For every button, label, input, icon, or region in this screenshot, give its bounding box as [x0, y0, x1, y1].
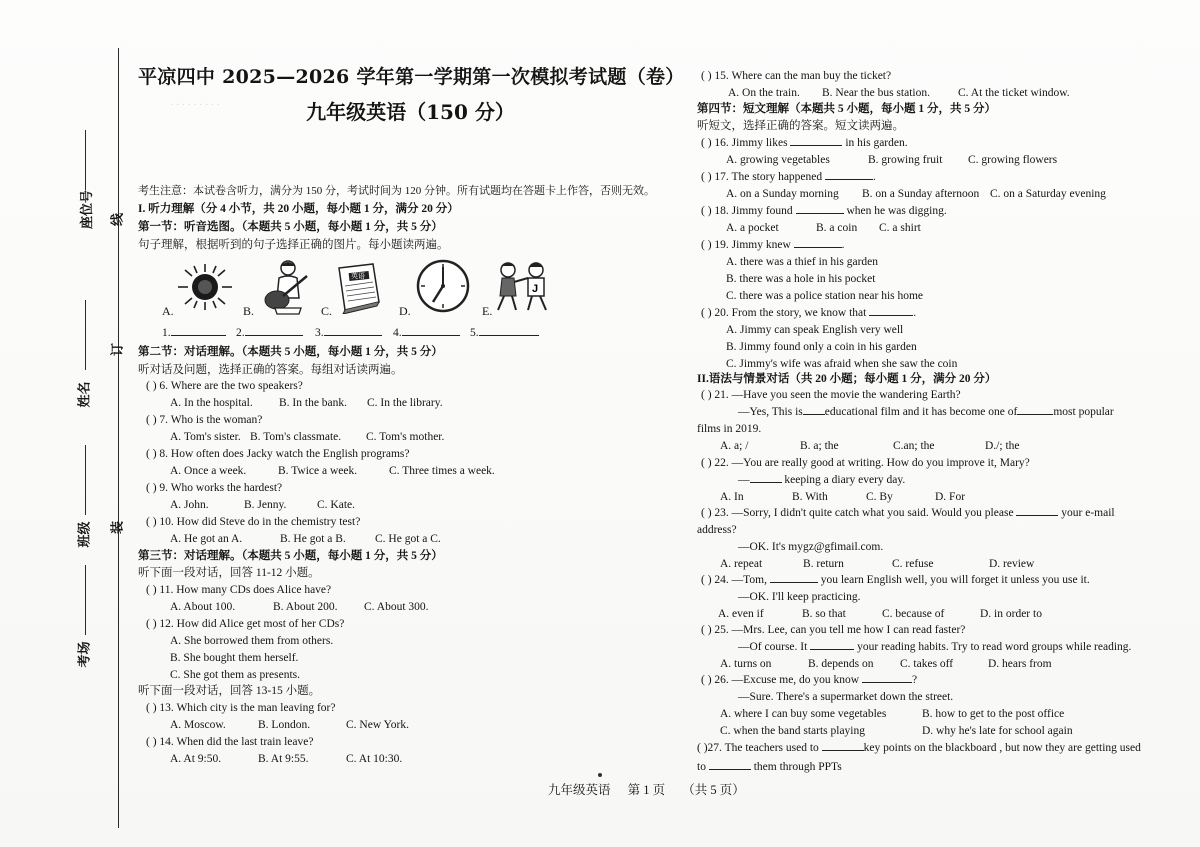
q7-option-b[interactable]: B. Tom's classmate. — [250, 431, 342, 443]
section2-heading: 第二节：对话理解。（本题共 5 小题，每小题 1 分，共 5 分） — [138, 346, 443, 358]
q16-option-b[interactable]: B. growing fruit — [868, 154, 943, 166]
q20-option-c[interactable]: C. Jimmy's wife was afraid when she saw the coin — [726, 358, 958, 370]
q24-option-d[interactable]: D. in order to — [980, 608, 1042, 620]
q18-option-a[interactable]: A. a pocket — [726, 222, 779, 234]
q23-option-d[interactable]: D. review — [989, 558, 1035, 570]
question-6: ( ) 6. Where are the two speakers? — [146, 380, 303, 392]
name-field[interactable] — [85, 300, 86, 370]
answer-blank-5[interactable]: 5. — [470, 326, 539, 340]
q19-option-c[interactable]: C. there was a police station near his home — [726, 290, 924, 302]
svg-text:J: J — [532, 283, 539, 295]
q8-option-a[interactable]: A. Once a week. — [170, 465, 247, 477]
question-17: ( ) 17. The story happened . — [701, 171, 876, 183]
exam-title: 平凉四中 2025—2026 学年第一学期第一次模拟考试题（卷） — [138, 66, 685, 88]
exam-subtitle: 九年级英语（150 分） — [306, 100, 515, 124]
question-19: ( ) 19. Jimmy knew . — [701, 239, 845, 251]
q19-option-a[interactable]: A. there was a thief in his garden — [726, 256, 879, 268]
english-book-icon — [333, 262, 403, 320]
name-label: 姓名 — [76, 381, 92, 408]
q14-option-b[interactable]: B. At 9:55. — [258, 753, 309, 765]
section1-instruction: 句子理解，根据听到的句子选择正确的图片。每小题读两遍。 — [138, 239, 449, 251]
q6-option-b[interactable]: B. In the bank. — [279, 397, 348, 409]
footer-total: （共 5 页） — [682, 783, 745, 797]
grammar-heading: II.语法与情景对话（共 20 小题；每小题 1 分，满分 20 分） — [697, 373, 997, 385]
q17-option-c[interactable]: C. on a Saturday evening — [990, 188, 1106, 200]
sun-icon — [170, 262, 240, 320]
clock-icon — [415, 258, 485, 316]
guitar-player-icon — [255, 258, 325, 316]
q15-option-c[interactable]: C. At the ticket window. — [958, 87, 1070, 99]
question-11: ( ) 11. How many CDs does Alice have? — [146, 584, 332, 596]
question-8: ( ) 8. How often does Jacky watch the English programs? — [146, 448, 410, 460]
q26-option-c[interactable]: C. when the band starts playing — [720, 725, 866, 737]
q15-option-a[interactable]: A. On the train. — [728, 87, 800, 99]
question-21-line3: films in 2019. — [697, 423, 762, 435]
q23-option-a[interactable]: A. repeat — [720, 558, 763, 570]
q21-option-d[interactable]: D./; the — [985, 440, 1020, 452]
question-26-line2: —Sure. There's a supermarket down the street. — [738, 691, 954, 703]
exam-room-label: 考场 — [76, 641, 92, 668]
binding-sidebar — [0, 0, 128, 847]
q14-option-a[interactable]: A. At 9:50. — [170, 753, 222, 765]
q23-option-b[interactable]: B. return — [803, 558, 844, 570]
q14-option-c[interactable]: C. At 10:30. — [346, 753, 403, 765]
q25-option-b[interactable]: B. depends on — [808, 658, 874, 670]
picture-label-e: E. — [482, 304, 493, 318]
question-27-line2: to them through PPTs — [697, 761, 842, 773]
question-18: ( ) 18. Jimmy found when he was digging. — [701, 205, 947, 217]
q19-option-b[interactable]: B. there was a hole in his pocket — [726, 273, 876, 285]
seat-number-label: 座位号 — [79, 189, 95, 230]
q7-option-a[interactable]: A. Tom's sister. — [170, 431, 241, 443]
q26-option-d[interactable]: D. why he's late for school again — [922, 725, 1073, 737]
q6-option-a[interactable]: A. In the hospital. — [170, 397, 253, 409]
question-27: ( )27. The teachers used to key points on the blackboard , but now they are getting used — [697, 742, 1141, 754]
question-21-line2: —Yes, This is educational film and it has become one of most popular — [738, 406, 1114, 418]
question-21: ( ) 21. —Have you seen the movie the wandering Earth? — [701, 389, 961, 401]
page-dot — [598, 773, 602, 777]
q16-option-c[interactable]: C. growing flowers — [968, 154, 1058, 166]
binding-mark-zhuang: 装 — [109, 521, 125, 535]
question-22-line2: — keeping a diary every day. — [738, 474, 906, 486]
q15-option-b[interactable]: B. Near the bus station. — [822, 87, 930, 99]
q21-option-a[interactable]: A. a; / — [720, 440, 749, 452]
question-16: ( ) 16. Jimmy likes in his garden. — [701, 137, 908, 149]
q16-option-a[interactable]: A. growing vegetables — [726, 154, 830, 166]
q11-option-a[interactable]: A. About 100. — [170, 601, 236, 613]
q21-option-c[interactable]: C.an; the — [893, 440, 935, 452]
class-label: 班级 — [76, 521, 92, 548]
picture-label-d: D. — [399, 304, 411, 318]
question-13: ( ) 13. Which city is the man leaving for? — [146, 702, 336, 714]
q11-option-c[interactable]: C. About 300. — [364, 601, 429, 613]
section1-heading: 第一节：听音选图。（本题共 5 小题，每小题 1 分，共 5 分） — [138, 221, 443, 233]
q8-option-b[interactable]: B. Twice a week. — [278, 465, 358, 477]
q13-option-b[interactable]: B. London. — [258, 719, 311, 731]
binding-mark-ding: 订 — [109, 343, 125, 357]
section3-intro-1: 听下面一段对话，回答 11-12 小题。 — [138, 567, 320, 579]
question-24: ( ) 24. —Tom, you learn English well, you will forget it unless you use it. — [701, 574, 1090, 586]
q23-option-c[interactable]: C. refuse — [892, 558, 934, 570]
q8-option-c[interactable]: C. Three times a week. — [389, 465, 495, 477]
book-cover-label: 英语 — [351, 272, 365, 280]
q12-option-b[interactable]: B. She bought them herself. — [170, 652, 299, 664]
seat-number-field[interactable] — [85, 130, 86, 190]
q10-option-c[interactable]: C. He got a C. — [375, 533, 441, 545]
binding-line — [118, 48, 119, 828]
exam-notice: 考生注意：本试卷含听力，满分为 150 分，考试时间为 120 分钟。所有试题均在答题卡上作答，否则无效。 — [138, 185, 655, 197]
footer-subject: 九年级英语 — [548, 783, 611, 797]
question-15: ( ) 15. Where can the man buy the ticket? — [701, 70, 892, 82]
q25-option-d[interactable]: D. hears from — [988, 658, 1052, 670]
q24-option-b[interactable]: B. so that — [802, 608, 846, 620]
picture-label-b: B. — [243, 304, 255, 318]
question-24-line2: —OK. I'll keep practicing. — [738, 591, 861, 603]
q10-option-b[interactable]: B. He got a B. — [280, 533, 346, 545]
q18-option-b[interactable]: B. a coin — [816, 222, 858, 234]
q25-option-c[interactable]: C. takes off — [900, 658, 954, 670]
q7-option-c[interactable]: C. Tom's mother. — [366, 431, 445, 443]
q12-option-a[interactable]: A. She borrowed them from others. — [170, 635, 334, 647]
q22-option-a[interactable]: A. In — [720, 491, 744, 503]
question-23-line3: —OK. It's mygz@gfimail.com. — [738, 541, 884, 553]
question-20: ( ) 20. From the story, we know that . — [701, 307, 917, 319]
answer-blank-1[interactable]: 1. — [162, 326, 226, 340]
q24-option-c[interactable]: C. because of — [882, 608, 945, 620]
question-9: ( ) 9. Who works the hardest? — [146, 482, 283, 494]
q20-option-a[interactable]: A. Jimmy can speak English very well — [726, 324, 904, 336]
q13-option-c[interactable]: C. New York. — [346, 719, 409, 731]
question-10: ( ) 10. How did Steve do in the chemistry test? — [146, 516, 361, 528]
picture-label-c: C. — [321, 304, 333, 318]
q24-option-a[interactable]: A. even if — [718, 608, 764, 620]
q6-option-c[interactable]: C. In the library. — [367, 397, 443, 409]
answer-blank-2[interactable]: 2. — [236, 326, 303, 340]
footer-page: 第 1 页 — [627, 783, 666, 797]
picture-label-a: A. — [162, 304, 174, 318]
q26-option-b[interactable]: B. how to get to the post office — [922, 708, 1065, 720]
section4-heading: 第四节：短文理解（本题共 5 小题，每小题 1 分，共 5 分） — [697, 103, 996, 115]
dancing-kids-icon — [488, 260, 558, 318]
q9-option-a[interactable]: A. John. — [170, 499, 209, 511]
section2-instruction: 听对话及问题，选择正确的答案。每组对话读两遍。 — [138, 364, 403, 376]
question-26: ( ) 26. —Excuse me, do you know ? — [701, 674, 918, 686]
section3-heading: 第三节：对话理解。（本题共 5 小题，每小题 1 分，共 5 分） — [138, 550, 443, 562]
class-field[interactable] — [85, 445, 86, 515]
question-25-line2: —Of course. It your reading habits. Try to read word groups while reading. — [738, 641, 1132, 653]
q18-option-c[interactable]: C. a shirt — [879, 222, 921, 234]
answer-blank-4[interactable]: 4. — [393, 326, 460, 340]
q17-option-a[interactable]: A. on a Sunday morning — [726, 188, 839, 200]
question-22: ( ) 22. —You are really good at writing. How do you improve it, Mary? — [701, 457, 1030, 469]
q22-option-d[interactable]: D. For — [935, 491, 966, 503]
listening-heading: I. 听力理解（分 4 小节，共 20 小题，每小题 1 分，满分 20 分） — [138, 203, 459, 215]
section3-intro-2: 听下面一段对话，回答 13-15 小题。 — [138, 685, 321, 697]
question-23-line2: address? — [697, 524, 737, 536]
q25-option-a[interactable]: A. turns on — [720, 658, 772, 670]
q21-option-b[interactable]: B. a; the — [800, 440, 839, 452]
exam-room-field[interactable] — [85, 565, 86, 635]
q12-option-c[interactable]: C. She got them as presents. — [170, 669, 300, 681]
q20-option-b[interactable]: B. Jimmy found only a coin in his garden — [726, 341, 917, 353]
question-25: ( ) 25. —Mrs. Lee, can you tell me how I can read faster? — [701, 624, 966, 636]
q26-option-a[interactable]: A. where I can buy some vegetables — [720, 708, 887, 720]
q9-option-b[interactable]: B. Jenny. — [244, 499, 287, 511]
question-14: ( ) 14. When did the last train leave? — [146, 736, 314, 748]
q11-option-b[interactable]: B. About 200. — [273, 601, 338, 613]
question-7: ( ) 7. Who is the woman? — [146, 414, 263, 426]
question-23: ( ) 23. —Sorry, I didn't quite catch what you said. Would you please your e-mail — [701, 507, 1115, 519]
q22-option-c[interactable]: C. By — [866, 491, 893, 503]
question-12: ( ) 12. How did Alice get most of her CDs? — [146, 618, 345, 630]
binding-mark-xian: 线 — [109, 213, 125, 227]
q10-option-a[interactable]: A. He got an A. — [170, 533, 243, 545]
answer-blank-3[interactable]: 3. — [315, 326, 382, 340]
q9-option-c[interactable]: C. Kate. — [317, 499, 356, 511]
page-footer — [548, 780, 759, 798]
bleed-through-text: · · · · · · · · · — [170, 100, 220, 111]
q17-option-b[interactable]: B. on a Sunday afternoon — [862, 188, 980, 200]
section4-instruction: 听短文，选择正确的答案。短文读两遍。 — [697, 120, 904, 132]
q13-option-a[interactable]: A. Moscow. — [170, 719, 226, 731]
q22-option-b[interactable]: B. With — [792, 491, 828, 503]
